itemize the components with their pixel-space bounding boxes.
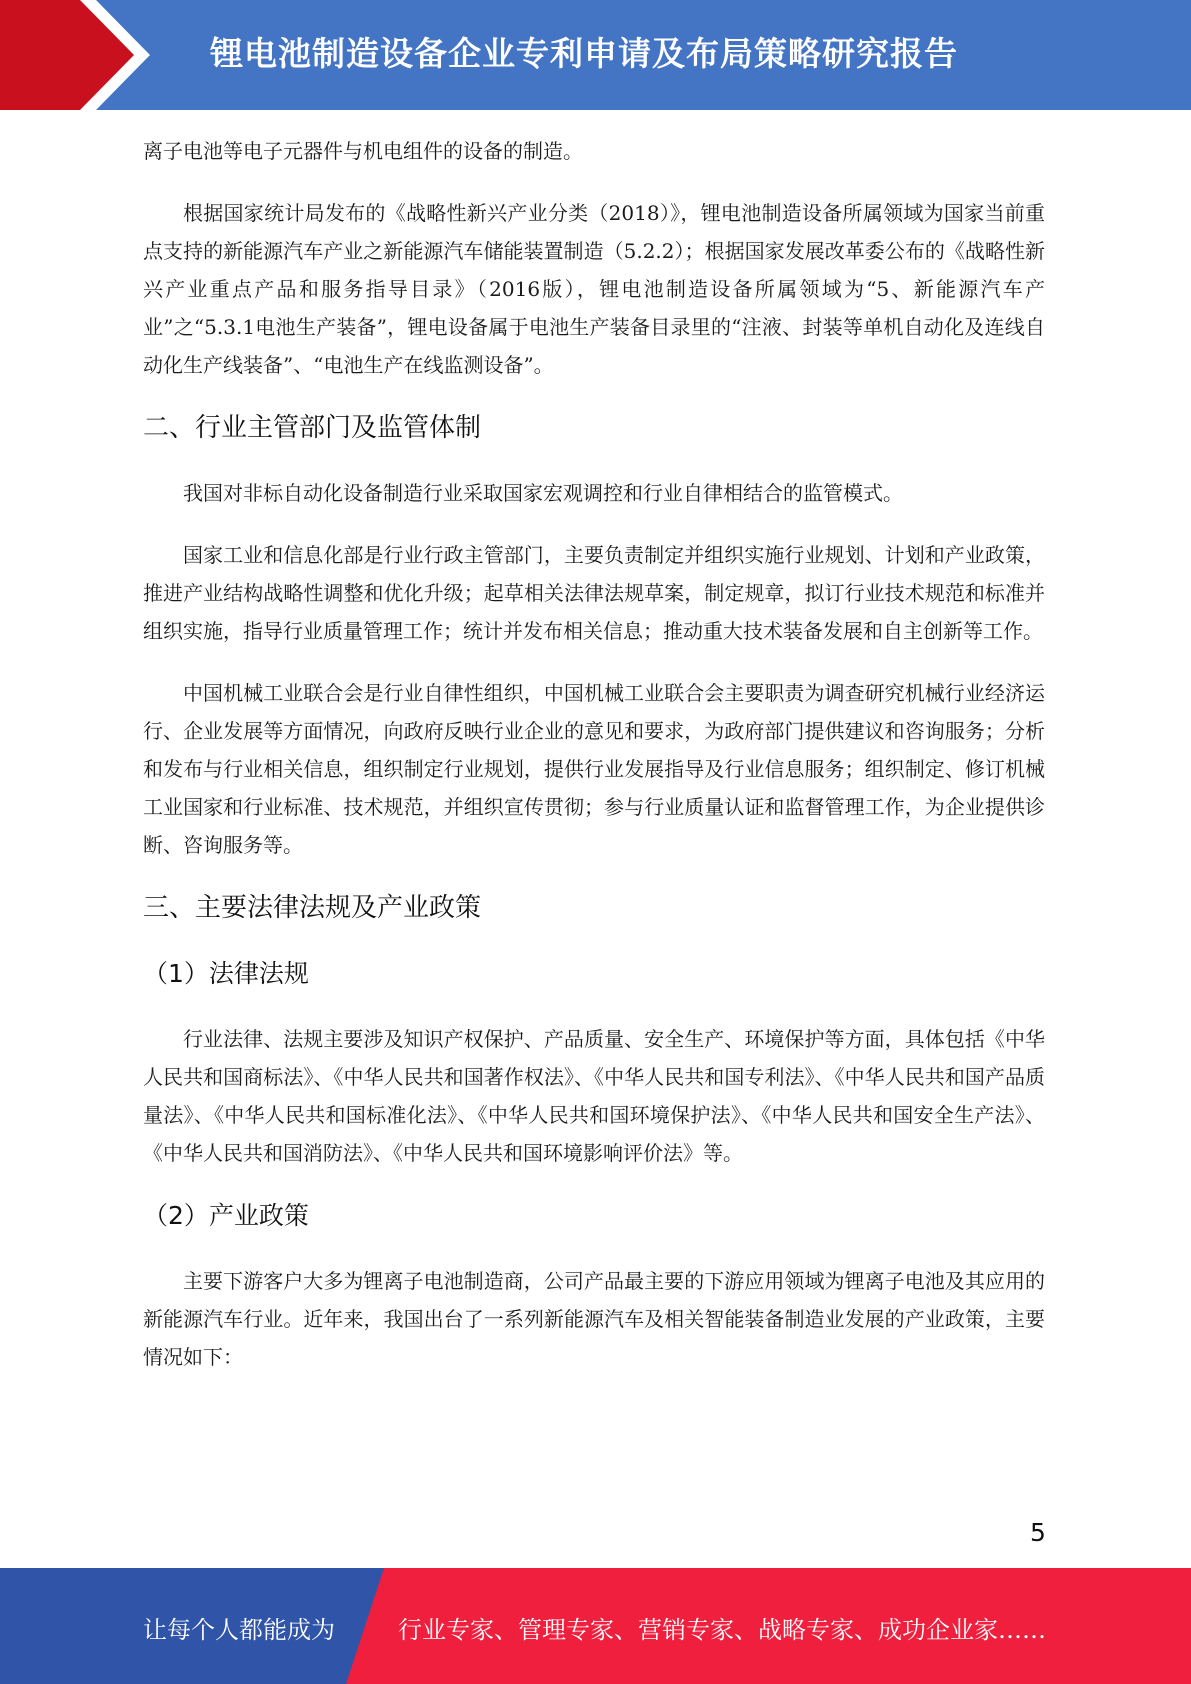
- page-content: [143, 132, 1045, 1400]
- paragraph-industry-classification: 根据国家统计局发布的《战略性新兴产业分类（2018）》，锂电池制造设备所属领域为国家当前重点支持的新能源汽车产业之新能源汽车储能装置制造（5.2.2）；根据国家发展改革委公布的《战略性新兴产业重点产品和服务指导目录》（2016版），锂电池制造设备所属领域为“5、新能源汽车产业”之“5.3.1电池生产装备”，锂电设备属于电池生产装备目录里的“注液、封装等单机自动化及连线自动化生产线装备”、“电池生产在线监测设备”。: [143, 201, 1045, 377]
- footer-slogan-left: 让每个人都能成为: [143, 1616, 335, 1644]
- subsection-heading-laws: （1）法律法规: [143, 959, 309, 988]
- report-title: 锂电池制造设备企业专利申请及布局策略研究报告: [210, 34, 958, 73]
- subsection-heading-policies: （2）产业政策: [143, 1201, 309, 1230]
- footer-slogan-right: 行业专家、管理专家、营销专家、战略专家、成功企业家……: [398, 1616, 1046, 1644]
- paragraph-continued: 离子电池等电子元器件与机电组件的设备的制造。: [143, 139, 583, 163]
- paragraph-laws: 行业法律、法规主要涉及知识产权保护、产品质量、安全生产、环境保护等方面，具体包括《中华人民共和国商标法》、《中华人民共和国著作权法》、《中华人民共和国专利法》、《中华人民共和国产品质量法》、《中华人民共和国标准化法》、《中华人民共和国环境保护法》、《中华人民共和国安全生产法》、《中华人民共和国消防法》、《中华人民共和国环境影响评价法》等。: [143, 1027, 1045, 1165]
- paragraph-machinery-federation: 中国机械工业联合会是行业自律性组织，中国机械工业联合会主要职责为调查研究机械行业经济运行、企业发展等方面情况，向政府反映行业企业的意见和要求，为政府部门提供建议和咨询服务；分析和发布与行业相关信息，组织制定行业规划，提供行业发展指导及行业信息服务；组织制定、修订机械工业国家和行业标准、技术规范，并组织宣传贯彻；参与行业质量认证和监督管理工作，为企业提供诊断、咨询服务等。: [143, 681, 1045, 857]
- page-number: 5: [1030, 1518, 1046, 1547]
- section-heading-laws-policies: 三、主要法律法规及产业政策: [143, 893, 482, 923]
- header-chevron: [0, 0, 140, 110]
- paragraph-regulation-mode: 我国对非标自动化设备制造行业采取国家宏观调控和行业自律相结合的监管模式。: [183, 481, 903, 505]
- page-footer: [0, 1568, 1191, 1684]
- paragraph-policies: 主要下游客户大多为锂离子电池制造商，公司产品最主要的下游应用领域为锂离子电池及其应用的新能源汽车行业。近年来，我国出台了一系列新能源汽车及相关智能装备制造业发展的产业政策，主要情况如下：: [143, 1269, 1045, 1369]
- section-heading-regulation: 二、行业主管部门及监管体制: [143, 413, 482, 443]
- paragraph-miit: 国家工业和信息化部是行业行政主管部门，主要负责制定并组织实施行业规划、计划和产业政策，推进产业结构战略性调整和优化升级；起草相关法律法规草案，制定规章，拟订行业技术规范和标准并组织实施，指导行业质量管理工作；统计并发布相关信息；推动重大技术装备发展和自主创新等工作。: [143, 543, 1045, 643]
- page-header: [0, 0, 1191, 110]
